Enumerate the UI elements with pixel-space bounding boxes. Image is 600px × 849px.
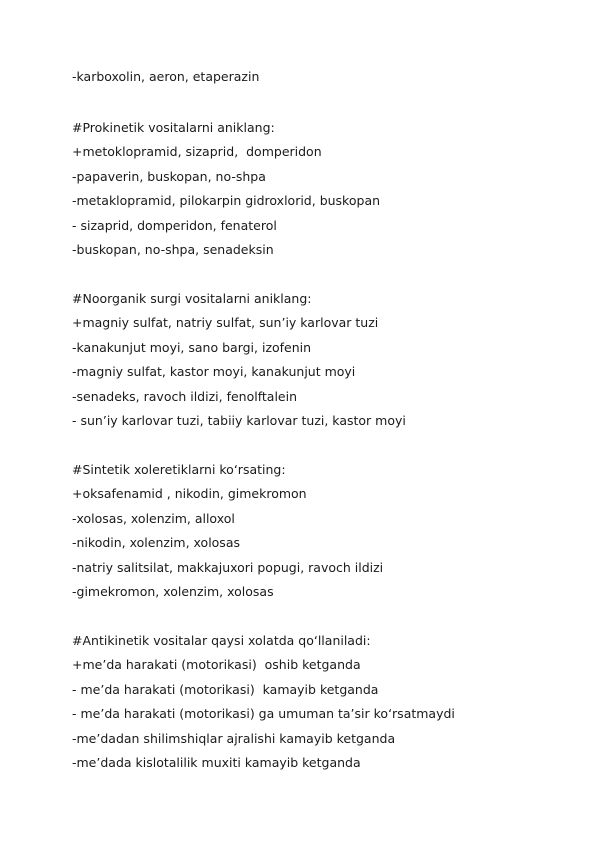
answer-option: - sizaprid, domperidon, fenaterol bbox=[72, 217, 277, 233]
answer-option: - me’da harakati (motorikasi) kamayib ketganda bbox=[72, 681, 379, 697]
answer-option: -me’dada kislotalilik muxiti kamayib ketganda bbox=[72, 754, 361, 770]
question-text: #Sintetik xoleretiklarni ko‘rsating: bbox=[72, 462, 286, 477]
answer-option: -xolosas, xolenzim, alloxol bbox=[72, 510, 235, 526]
question-block-prokinetik bbox=[72, 116, 380, 262]
answer-option: +metoklopramid, sizaprid, domperidon bbox=[72, 144, 322, 160]
answer-option: +me’da harakati (motorikasi) oshib ketganda bbox=[72, 657, 361, 673]
question-block-sintetik bbox=[72, 458, 383, 604]
answer-option: -natriy salitsilat, makkajuxori popugi, ravoch ildizi bbox=[72, 559, 384, 575]
question-text: #Noorganik surgi vositalarni aniklang: bbox=[72, 291, 312, 306]
answer-option: -me’dadan shilimshiqlar ajralishi kamayib ketganda bbox=[72, 730, 396, 746]
answer-option: - sun’iy karlovar tuzi, tabiiy karlovar tuzi, kastor moyi bbox=[72, 412, 406, 428]
answer-option: -buskopan, no-shpa, senadeksin bbox=[72, 241, 274, 257]
answer-option: -kanakunjut moyi, sano bargi, izofenin bbox=[72, 339, 312, 355]
answer-option: -nikodin, xolenzim, xolosas bbox=[72, 535, 240, 551]
question-block-antikinetik bbox=[72, 629, 455, 775]
answer-option: -metaklopramid, pilokarpin gidroxlorid, buskopan bbox=[72, 193, 381, 209]
answer-option: -senadeks, ravoch ildizi, fenolftalein bbox=[72, 388, 297, 404]
answer-option: +oksafenamid , nikodin, gimekromon bbox=[72, 486, 307, 502]
answer-option: - me’da harakati (motorikasi) ga umuman ta’sir ko‘rsatmaydi bbox=[72, 706, 455, 722]
answer-option: +magniy sulfat, natriy sulfat, sun’iy karlovar tuzi bbox=[72, 315, 379, 331]
question-block-noorganik bbox=[72, 287, 406, 433]
question-text: #Antikinetik vositalar qaysi xolatda qo‘llaniladi: bbox=[72, 633, 371, 648]
answer-option: -papaverin, buskopan, no-shpa bbox=[72, 168, 266, 184]
question-text: #Prokinetik vositalarni aniklang: bbox=[72, 120, 275, 135]
answer-option: -gimekromon, xolenzim, xolosas bbox=[72, 583, 274, 599]
answer-option: -magniy sulfat, kastor moyi, kanakunjut moyi bbox=[72, 364, 356, 380]
answer-option: -karboxolin, aeron, etaperazin bbox=[72, 69, 260, 84]
